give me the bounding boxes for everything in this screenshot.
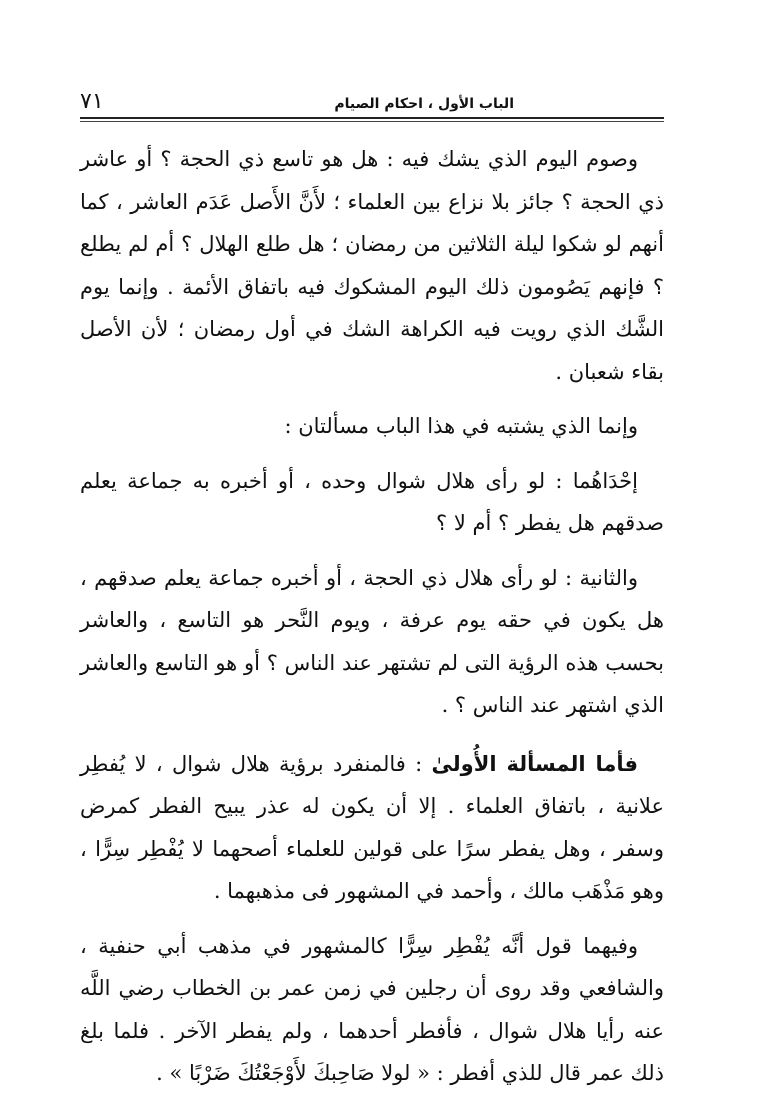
paragraph: وصوم اليوم الذي يشك فيه : هل هو تاسع ذي الحجة ؟ أو عاشر ذي الحجة ؟ جائز بلا نزاع بين العلماء ؛ لأَنَّ الأَصل عَدَم العاشر ، كما أنهم لو شكوا ليلة الثلاثين من رمضان ؛ هل طلع الهلال ؟ أم لم يطلع ؟ فإنهم يَصُومون ذلك اليوم المشكوك فيه باتفاق الأئمة . وإنما يوم الشَّك الذي رويت فيه الكراهة الشك في أول رمضان ؛ لأن الأصل بقاء شعبان .	[80, 147, 664, 384]
paragraph: وإنما الذي يشتبه في هذا الباب مسألتان :	[284, 414, 638, 438]
section-heading: فأما المسألة الأُولىٰ	[431, 751, 638, 776]
paragraph: إحْدَاهُما : لو رأى هلال شوال وحده ، أو أخبره به جماعة يعلم صدقهم هل يفطر ؟ أم لا ؟	[80, 468, 664, 535]
section-paragraph	[80, 743, 664, 913]
header-rule	[80, 117, 664, 119]
page-header	[80, 74, 664, 116]
page-body	[80, 138, 664, 1107]
page-number: ٧١	[80, 89, 104, 114]
header-rule-thin	[80, 121, 664, 122]
section-text: : فالمنفرد برؤية هلال شوال ، لا يُفطِر علانية ، باتفاق العلماء . إلا أن يكون له عذر يبيح الفطر كمرض وسفر ، وهل يفطر سرًا على قولين للعلماء أصحهما لا يُفْطِر سِرًّا ، وهو مَذْهَب مالك ، وأحمد في المشهور فى مذهبهما .	[80, 751, 664, 903]
running-title: الباب الأول ، احكام الصيام	[334, 96, 514, 112]
paragraph: وفيهما قول أنَّه يُفْطِر سِرًّا كالمشهور في مذهب أبي حنفية ، والشافعي وقد روى أن رجلين في زمن عمر بن الخطاب رضي اللَّه عنه رأيا هلال شوال ، فأفطر أحدهما ، ولم يفطر الآخر . فلما بلغ ذلك عمر قال للذي أفطر : « لولا صَاحِبكَ لأَوْجَعْتُكَ ضَرْبًا » .	[80, 933, 664, 1085]
paragraph: والثانية : لو رأى هلال ذي الحجة ، أو أخبره جماعة يعلم صدقهم ، هل يكون في حقه يوم عرفة ، ويوم النَّحر هو التاسع ، والعاشر بحسب هذه الرؤية التى لم تشتهر عند الناس ؟ أو هو التاسع والعاشر الذي اشتهر عند الناس ؟ .	[80, 565, 664, 717]
